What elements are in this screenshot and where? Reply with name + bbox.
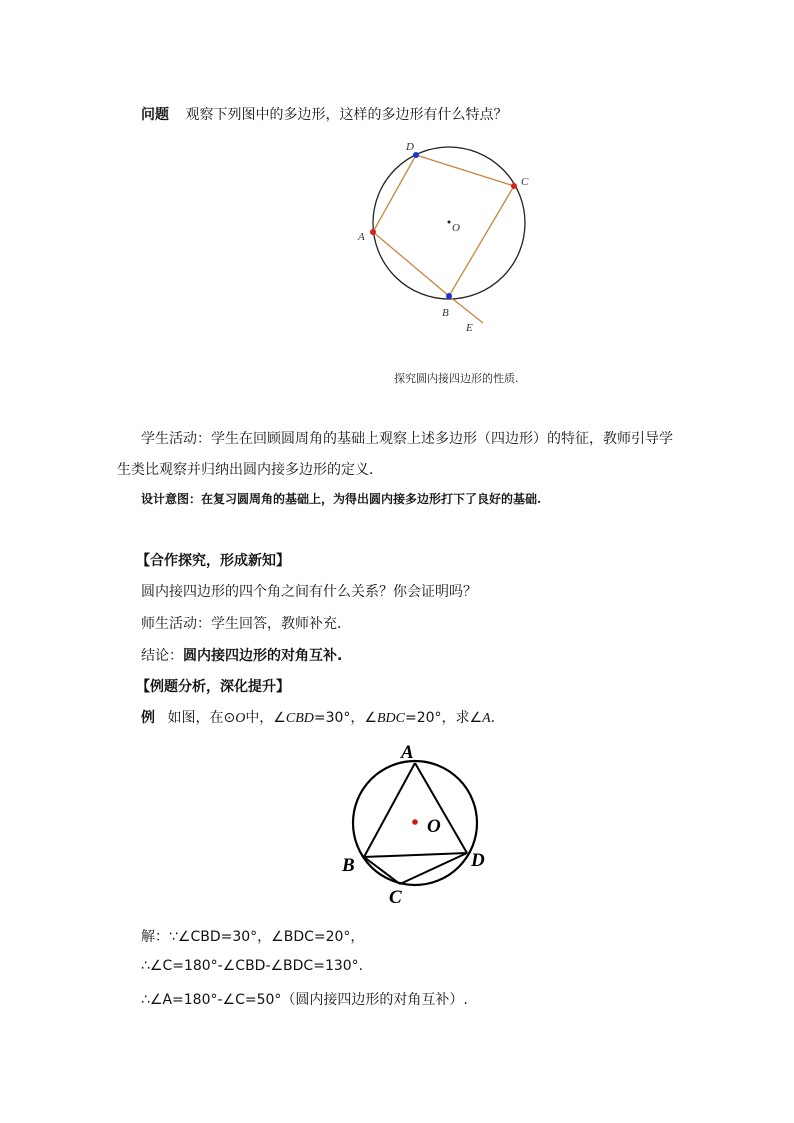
point-b — [446, 293, 452, 299]
side-cb — [449, 186, 514, 296]
question-text: 观察下列图中的多边形，这样的多边形有什么特点？ — [185, 107, 508, 123]
label2-d: D — [471, 850, 485, 871]
example-text-mid2: =30°，∠ — [313, 710, 377, 726]
example-text-end: ． — [490, 710, 505, 726]
segment-bd — [364, 853, 467, 857]
label-c: C — [521, 176, 529, 188]
label-o: O — [452, 222, 460, 234]
solution-line-1: 解：∵∠CBD=30°，∠BDC=20°， — [141, 929, 365, 945]
label-d: D — [406, 141, 414, 153]
figure-inscribed-quadrilateral — [340, 130, 560, 340]
question-label: 问题 — [141, 107, 169, 123]
example-text-mid3: =20°，求∠ — [404, 710, 483, 726]
side-dc — [416, 155, 514, 186]
coop-question: 圆内接四边形的四个角之间有什么关系？你会证明吗？ — [141, 584, 477, 600]
example-a: A — [482, 711, 491, 726]
label-a: A — [358, 231, 365, 243]
conclusion-text: 圆内接四边形的对角互补. — [183, 648, 343, 664]
example-cbd: CBD — [285, 711, 314, 726]
activity-line-1: 学生活动：学生在回顾圆周角的基础上观察上述多边形（四边形）的特征，教师引导学 — [141, 431, 673, 447]
question-line — [141, 104, 507, 124]
solution-line-2: ∴∠C=180°-∠CBD-∠BDC=130°. — [141, 958, 364, 974]
segment-ab — [364, 763, 415, 857]
coop-heading: 【合作探究，形成新知】 — [136, 553, 290, 569]
design-intention: 设计意图：在复习圆周角的基础上，为得出圆内接多边形打下了良好的基础. — [141, 492, 542, 506]
example-text-mid1: 中，∠ — [245, 710, 286, 726]
point-c — [511, 183, 517, 189]
figure-example — [335, 735, 505, 910]
label-b: B — [442, 307, 449, 319]
center-o-2 — [412, 819, 418, 825]
example-text-pre: 如图，在⊙ — [167, 710, 236, 726]
label2-a: A — [401, 742, 414, 763]
solution-line-3: ∴∠A=180°-∠C=50°（圆内接四边形的对角互补）. — [141, 992, 468, 1008]
example-line — [141, 707, 505, 727]
figure1-caption: 探究圆内接四边形的性质. — [394, 372, 519, 385]
example-label: 例 — [141, 710, 155, 726]
coop-teacher: 师生活动：学生回答，教师补充． — [141, 616, 351, 632]
label2-o: O — [427, 816, 441, 837]
extension-be — [449, 296, 483, 323]
label-e: E — [466, 322, 473, 334]
segment-ad — [415, 763, 467, 853]
conclusion-label: 结论： — [141, 648, 183, 664]
label2-c: C — [389, 887, 402, 908]
example-heading: 【例题分析，深化提升】 — [136, 679, 290, 695]
center-o — [448, 221, 451, 224]
segment-bc — [364, 857, 400, 884]
label2-b: B — [342, 855, 355, 876]
example-bdc: BDC — [376, 711, 405, 726]
example-o: O — [235, 711, 246, 726]
point-a — [370, 229, 376, 235]
coop-conclusion-line — [141, 645, 342, 665]
activity-line-2: 生类比观察并归纳出圆内接多边形的定义． — [117, 462, 383, 478]
